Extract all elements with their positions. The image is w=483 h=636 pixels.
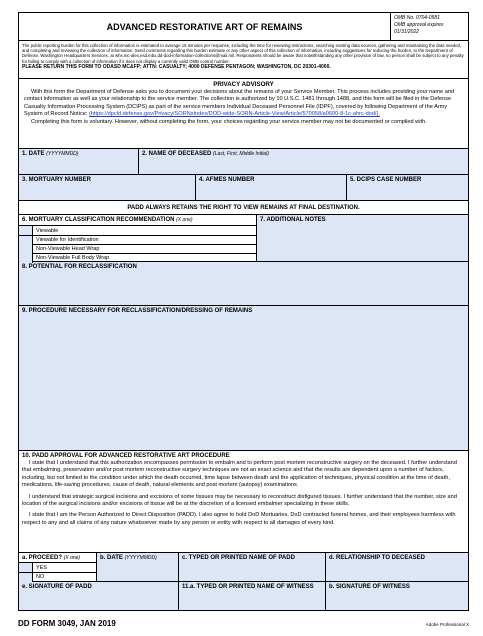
potential-label: 8. POTENTIAL FOR RECLASSIFICATION [22,264,137,270]
padd-name-field[interactable] [179,553,326,581]
option-no[interactable] [19,572,96,581]
burden-row [19,41,468,79]
witness-signature-label: b. SIGNATURE OF WITNESS [329,584,410,590]
padd-signature-field[interactable] [19,582,179,610]
proceed-cell [19,553,97,581]
padd-signature-label: e. SIGNATURE OF PADD [22,584,92,590]
date-field[interactable] [19,149,139,174]
mortuary-number-field[interactable] [19,175,196,200]
procedure-cell [19,306,468,450]
return-address: PLEASE RETURN THIS FORM TO ODASD MC&FP; ATTN: CASUALTY; 4000 DEFENSE PENTAGON; WASHINGTON, DC 20301-4000. [22,63,331,70]
privacy-heading: PRIVACY ADVISORY [213,81,274,88]
checkbox-yes[interactable] [19,563,33,572]
approval-paragraph-3: I state that I am the Person Authorized to Direct Disposition (PADD). I also agree to hold DoD Mortuaries, DoD contracted funeral homes, and their employees harmless with respect to any and all claims of any nature whatsoever made by any person or entity with respect to all damages of every kind. [22,512,456,526]
omb-date: 01/31/2022 [394,29,420,35]
relationship-label: d. RELATIONSHIP TO DECEASED [329,555,426,561]
witness-name-label: 11.a. TYPED OR PRINTED NAME OF WITNESS [182,584,314,590]
form-footer [18,619,469,628]
checkbox-no[interactable] [19,573,33,582]
row-numbers [19,175,468,201]
potential-reclassification-field[interactable] [19,262,468,306]
approval-cell [19,451,468,552]
form-id: DD FORM 3049, JAN 2019 [18,619,116,628]
burden-cell [19,41,468,78]
burden-text: The public reporting burden for this collection of information is estimated to average 15 minutes per response, including the time for reviewing instructions, searching existing data sources, gathering and maintaining the data needed, and completing and reviewing the collection of information. Send comments regarding this burden estimate or any other aspect of this collection of information, including suggestions for reducing the burden, to the Department of Defense, Washington Headquarters Services, at whs.mc-alex.esd.mbx.dd-dod-information-collections@mail.mil. Respondents should be aware that notwithstanding any other provision of law, no person shall be subject to any penalty for failing to comply with a collection of information if it does not display a currently valid OMB control number. [22,43,464,64]
privacy-text: With this form the Department of Defense asks you to document your decisions about the remains of your Service Member. This process includes providing your name and contact information as well as your relationship to the service member. The collection is authorized by 10 U.S.C. 1481 through 1488, and this form will be filed in the Defense Casualty Information Processing System (DCIPS) as part of the service members Individual Deceased Personnel File (IDPF), covered by following Department of the Army System of Record Notice: [24,89,455,118]
classification-label: 6. MORTUARY CLASSIFICATION RECOMMENDATION [22,217,175,223]
row-date-name [19,149,468,175]
option-label: Non-Viewable Head Wrap [36,246,100,252]
yes-label: YES [36,564,48,571]
option-viewable-identification[interactable] [19,235,256,244]
relationship-field[interactable] [326,553,468,581]
proceed-date-field[interactable] [97,553,179,581]
approval-row [19,451,468,553]
dcips-case-number-field[interactable] [347,175,468,200]
afmes-number-field[interactable] [196,175,347,200]
witness-signature-field[interactable] [326,582,468,610]
proceed-date-label: b. DATE [100,555,123,561]
proceed-label-wrap [19,553,96,562]
classification-cell [19,215,257,261]
date-hint: (YYYYMMDD) [46,151,79,157]
deceased-name-field[interactable] [139,149,468,174]
checkbox-head-wrap[interactable] [19,245,33,254]
approval-label: 10. PADD APPROVAL FOR ADVANCED RESTORATIVE ART PROCEDURE [22,453,230,459]
proceed-date-hint: (YYYYMMDD) [124,555,157,561]
date-label-wrap [22,150,135,158]
classification-label-wrap [19,215,256,225]
privacy-paragraph [24,89,463,119]
procedure-field[interactable] [19,306,468,451]
afmes-label: 4. AFMES NUMBER [199,177,255,183]
padd-notice: PADD ALWAYS RETAINS THE RIGHT TO VIEW REMAINS AT FINAL DESTINATION. [127,204,360,211]
deceased-hint: (Last, First, Middle Initial) [213,151,269,157]
proceed-hint: (X one) [63,555,81,561]
approval-paragraph-2: I understand that strategic surgical incisions and excisions of some tissues may be necessary to reconstruct disfigured tissues. I further understand that the number, size and location of the surgical incisions and/or excisions of tissue will be at the discretion of a licensed embalmer specializing in these skills. [22,493,457,508]
omb-number: OMB No. 0704-0581 [394,15,440,21]
form-title: ADVANCED RESTORATIVE ART OF REMAINS [106,21,303,32]
classification-hint: (X one) [176,217,193,223]
privacy-cell [19,79,468,148]
mortuary-label: 3. MORTUARY NUMBER [22,177,92,183]
deceased-label-wrap [142,150,465,158]
classification-options [19,225,256,262]
option-head-wrap[interactable] [19,244,256,253]
additional-notes-field[interactable] [257,215,468,261]
form-container [18,12,469,611]
option-label: Non-Viewable Full Body Wrap [36,255,110,261]
proceed-date-label-wrap [100,554,175,562]
padd-name-label: c. TYPED OR PRINTED NAME OF PADD [182,555,295,561]
row-proceed [19,553,468,582]
option-viewable[interactable] [19,226,256,235]
omb-approval: OMB approval expires [394,22,444,28]
option-label: Viewable for Identification [36,237,99,243]
date-label: 1. DATE [22,151,45,157]
proceed-label: a. PROCEED? [22,555,63,561]
dcips-label: 5. DCIPS CASE NUMBER [350,177,422,183]
privacy-voluntary: Completing this form is voluntary. However, without completing the form, your choices regarding your service member may not be documented or complied with. [31,118,427,125]
deceased-label: 2. NAME OF DECEASED [142,151,212,157]
privacy-row [19,79,468,149]
notes-label: 7. ADDITIONAL NOTES [260,217,326,223]
potential-cell [19,262,468,305]
sorn-link[interactable]: (https://dpcld.defense.gov/Privacy/SORNsIndex/DOD-wide-SORN-Article-View/Article/570058/a0600-8-1c-ahrc-dod/). [88,111,380,118]
no-label: NO [36,574,45,580]
row-classification [19,215,468,262]
row-signatures [19,582,468,610]
title-cell [19,13,391,40]
option-full-body-wrap[interactable] [19,253,256,262]
checkbox-viewable-identification[interactable] [19,236,33,245]
procedure-label: 9. PROCEDURE NECESSARY FOR RECLASSIFICATION/DRESSING OF REMAINS [22,308,253,314]
padd-notice-cell [19,201,468,214]
witness-name-field[interactable] [179,582,326,610]
title-row [19,13,468,41]
software-tag: Adobe Professional X [425,622,469,627]
checkbox-viewable[interactable] [19,226,33,235]
option-yes[interactable] [19,563,96,572]
approval-paragraph-1: I state that I understand that this authorization encompasses permission to embalm and to perform post mortem reconstructive surgery on the deceased. I further understand that embalming, preservation and/or post mortem reconstructive surgery techniques are not an exact science and that the results are dependent upon a number of factors, including, but not limited to the condition under which the death occurred, time lapse between death and the application of techniques, physical condition at the time of death, medications, life-saving procedures, cause of death, natural elements and post mortem (autopsy) examinations. [22,460,457,489]
option-label: Viewable [36,227,59,234]
omb-box [391,13,468,40]
proceed-options [19,562,96,581]
padd-notice-row [19,201,468,215]
